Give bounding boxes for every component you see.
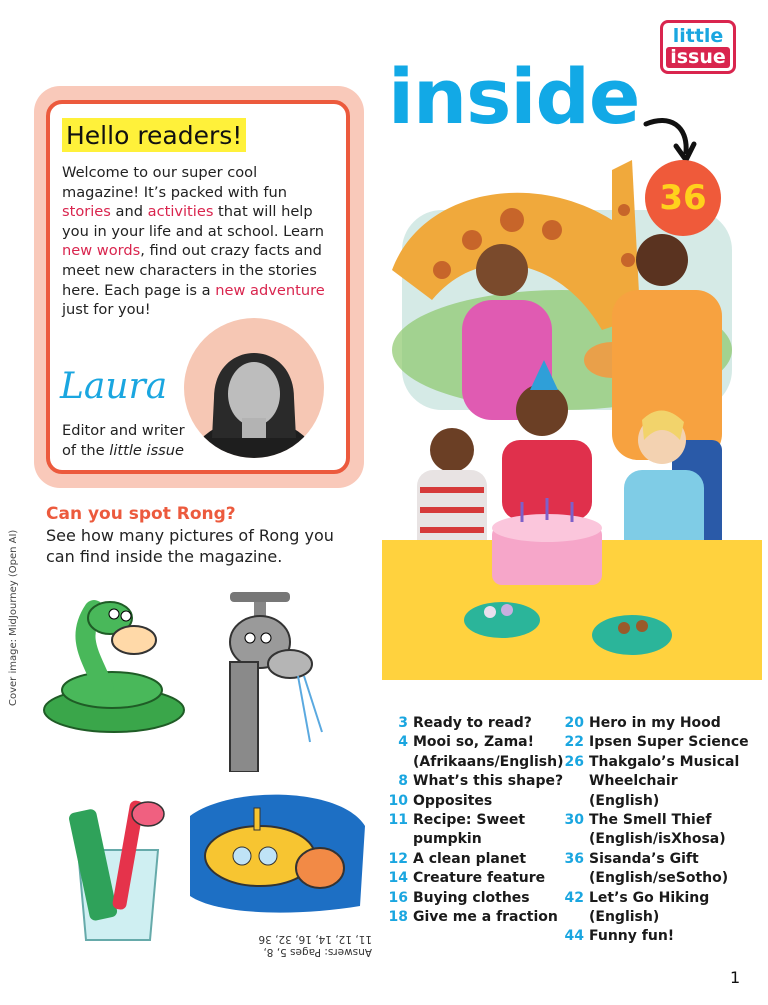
toc-entry[interactable] bbox=[386, 733, 566, 772]
toc-title bbox=[413, 889, 530, 908]
toc-entry[interactable] bbox=[562, 889, 752, 928]
toc-page-number: 36 bbox=[564, 850, 584, 867]
editor-photo bbox=[184, 318, 324, 458]
editor-publication bbox=[62, 441, 185, 461]
toc-entry[interactable] bbox=[386, 889, 566, 908]
toc-title-line: A clean planet bbox=[413, 850, 527, 867]
intro-text: just for you! bbox=[62, 301, 151, 319]
toc-title bbox=[589, 733, 749, 752]
intro-text: Welcome to our super cool magazine! It’s packed with fun bbox=[62, 164, 287, 201]
little-issue-logo bbox=[660, 20, 736, 74]
toc-right-column bbox=[562, 714, 752, 947]
toc-title-line: What’s this shape? bbox=[413, 773, 564, 790]
toc-entry[interactable] bbox=[386, 811, 566, 850]
toc-title bbox=[589, 889, 709, 928]
toc-title-line: The Smell Thief bbox=[589, 812, 712, 829]
toc-title-line: Creature feature bbox=[413, 870, 546, 887]
toc-page-number: 8 bbox=[398, 773, 408, 790]
toc-title-line: Let’s Go Hiking bbox=[589, 889, 710, 906]
toc-title-line: Funny fun! bbox=[589, 928, 675, 945]
intro-paragraph bbox=[62, 163, 336, 320]
toc-page-number: 18 bbox=[388, 909, 408, 926]
toc-title-line: pumpkin bbox=[413, 831, 482, 848]
rong-submarine-illustration bbox=[180, 786, 370, 916]
toc-page-number: 20 bbox=[564, 715, 584, 731]
toc-page-number: 22 bbox=[564, 734, 584, 751]
editor-role: Editor and writer bbox=[62, 422, 185, 439]
featured-page-badge[interactable]: 36 bbox=[645, 160, 721, 236]
toc-page-number: 14 bbox=[388, 870, 408, 887]
intro-text: , find out crazy facts and meet new characters in the stories here. Each page is a bbox=[62, 242, 322, 299]
toc-left-column bbox=[386, 714, 566, 927]
toc-entry[interactable] bbox=[562, 753, 752, 811]
logo-line1: little bbox=[672, 25, 724, 47]
toc-title-line: Sisanda’s Gift bbox=[589, 850, 699, 867]
toc-title-line: Buying clothes bbox=[413, 889, 530, 906]
toc-title bbox=[413, 811, 525, 850]
toc-entry[interactable] bbox=[562, 850, 752, 889]
toc-page-number: 12 bbox=[388, 850, 408, 867]
editor-signature: Laura bbox=[60, 366, 168, 407]
toc-entry[interactable] bbox=[562, 733, 752, 752]
toc-title bbox=[413, 908, 558, 927]
toc-title-line: Ready to read? bbox=[413, 715, 532, 731]
toc-page-number: 10 bbox=[388, 792, 408, 809]
intro-highlight: new adventure bbox=[215, 281, 325, 299]
hello-heading: Hello readers! bbox=[62, 118, 246, 152]
toc-title-line: (Afrikaans/English) bbox=[413, 753, 564, 770]
toc-title-line: (English/seSotho) bbox=[589, 870, 729, 887]
toc-entry[interactable] bbox=[386, 869, 566, 888]
toc-title-line: Mooi so, Zama! bbox=[413, 734, 535, 751]
toc-title bbox=[413, 772, 563, 791]
cover-credit: Cover image: MidJourney (Open AI) bbox=[8, 529, 19, 706]
editor-publication-prefix: of the bbox=[62, 441, 110, 459]
toc-title bbox=[589, 753, 752, 811]
toc-entry[interactable] bbox=[386, 850, 566, 869]
toc-page-number: 42 bbox=[564, 889, 584, 906]
toc-entry[interactable] bbox=[386, 792, 566, 811]
toc-title-line: Hero in my Hood bbox=[589, 715, 721, 731]
intro-highlight: activities bbox=[147, 203, 214, 221]
toc-page-number: 4 bbox=[398, 734, 408, 751]
toc-page-number: 44 bbox=[564, 928, 584, 945]
toc-title-line: Wheelchair (English) bbox=[589, 773, 678, 809]
intro-highlight: stories bbox=[62, 203, 111, 221]
toc-page-number: 16 bbox=[388, 889, 408, 906]
toc-page-number: 11 bbox=[388, 812, 408, 829]
toc-title bbox=[589, 850, 728, 889]
page-number: 1 bbox=[730, 968, 741, 987]
toc-entry[interactable] bbox=[562, 811, 752, 850]
intro-text: that will help you in your life and at school. Learn bbox=[62, 203, 324, 240]
toc-title-line: Recipe: Sweet bbox=[413, 812, 526, 829]
intro-text: and bbox=[110, 203, 148, 221]
logo-line2: issue bbox=[666, 47, 730, 68]
spot-rong-text: See how many pictures of Rong you can find inside the magazine. bbox=[46, 526, 334, 566]
toc-entry[interactable] bbox=[562, 714, 752, 733]
toc-entry[interactable] bbox=[386, 772, 566, 791]
toc-title bbox=[413, 714, 532, 733]
toc-page-number: 3 bbox=[398, 715, 408, 731]
toc-title bbox=[413, 792, 492, 811]
answers-upside-down: Answers: Pages 5, 8, 11, 12, 14, 16, 32, 36 bbox=[258, 933, 372, 958]
rong-snake-illustration bbox=[34, 590, 194, 740]
page-title: inside bbox=[388, 52, 640, 141]
toc-title-line: (English/isXhosa) bbox=[589, 831, 726, 848]
editor-publication-name: little issue bbox=[109, 441, 185, 459]
toc-title bbox=[413, 869, 545, 888]
toc-title-line: Give me a fraction bbox=[413, 909, 558, 926]
toc-entry[interactable] bbox=[386, 714, 566, 733]
toc-title bbox=[589, 811, 726, 850]
toc-title bbox=[589, 927, 674, 946]
rong-tap-illustration bbox=[200, 572, 330, 772]
toc-title bbox=[413, 733, 564, 772]
toc-page-number: 30 bbox=[564, 812, 584, 829]
toc-title-line: Thakgalo’s Musical bbox=[589, 753, 740, 770]
toc-entry[interactable] bbox=[562, 927, 752, 946]
toc-title-line: Opposites bbox=[413, 792, 493, 809]
toc-title-line: (English) bbox=[589, 909, 660, 926]
toc-title-line: Ipsen Super Science bbox=[589, 734, 749, 751]
toc-entry[interactable] bbox=[386, 908, 566, 927]
toc-title bbox=[589, 714, 721, 733]
toc-page-number: 26 bbox=[564, 753, 584, 770]
intro-highlight: new words bbox=[62, 242, 141, 260]
spot-rong-heading: Can you spot Rong? bbox=[46, 504, 236, 524]
toc-title bbox=[413, 850, 526, 869]
editor-caption bbox=[62, 421, 185, 460]
rong-toothbrush-illustration bbox=[58, 790, 178, 950]
